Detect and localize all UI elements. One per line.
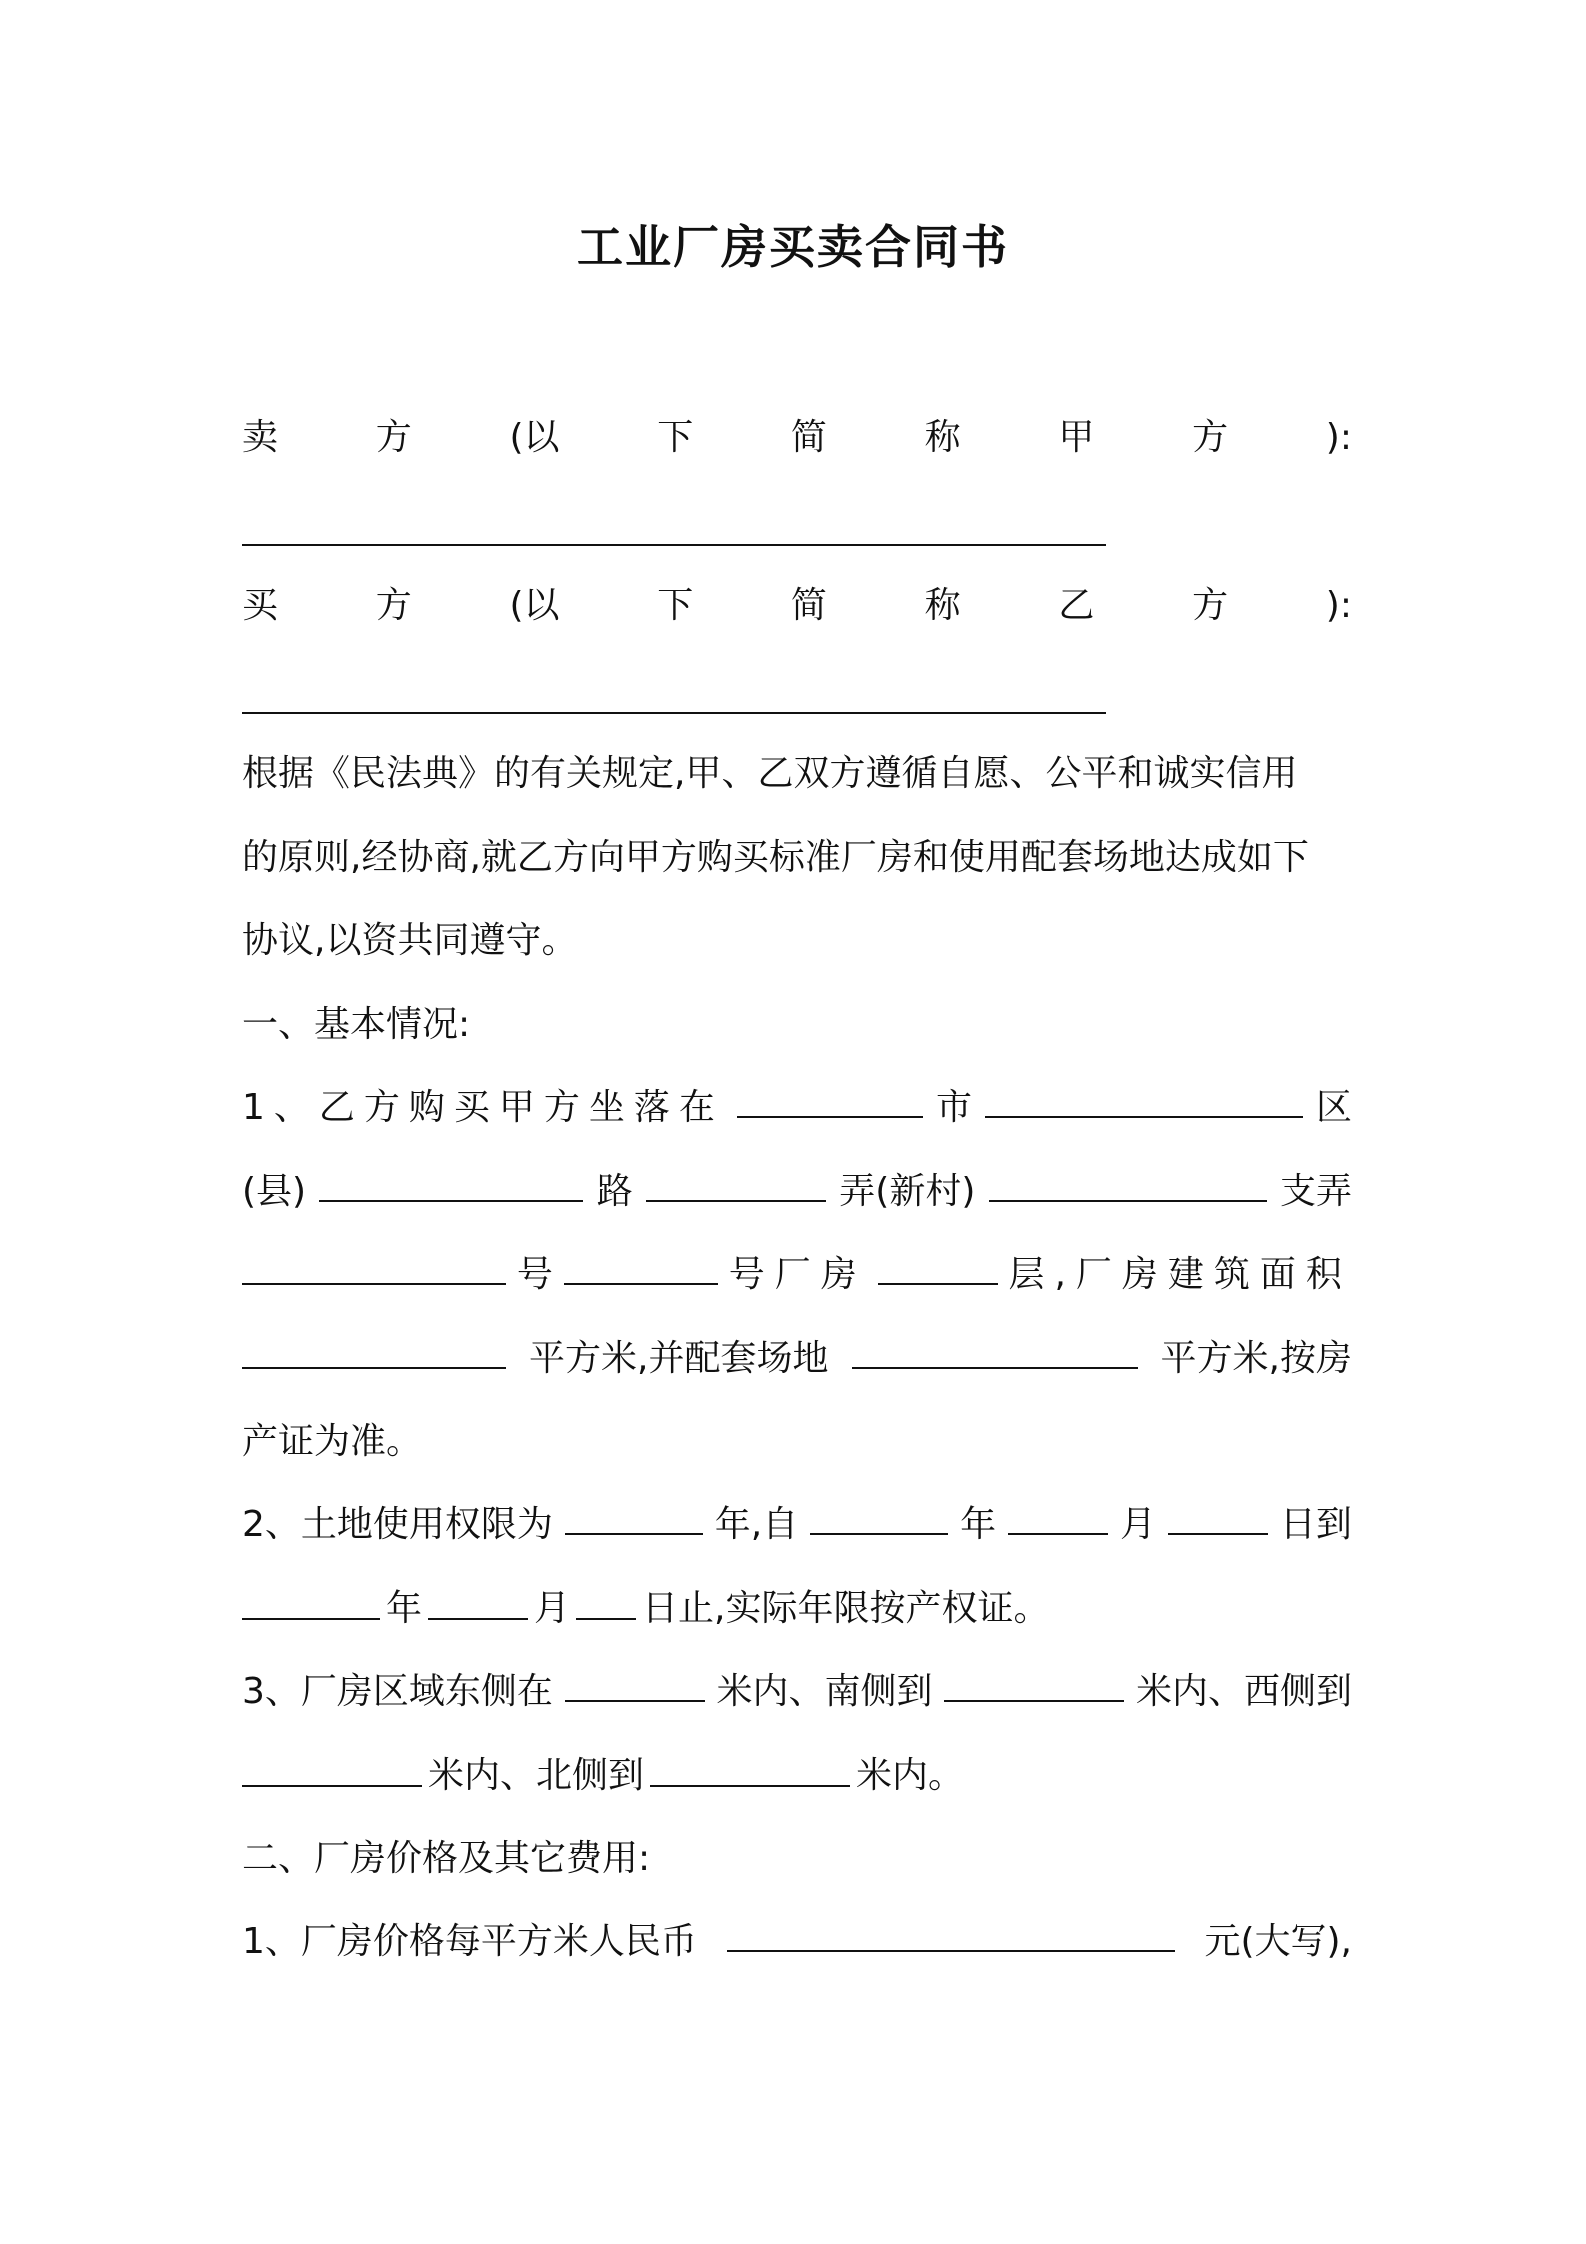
item-text: 号 — [516, 1254, 553, 1295]
item-text: 月 — [1120, 1504, 1157, 1545]
seller-line-char: 下 — [657, 417, 694, 458]
end-month-blank[interactable] — [428, 1582, 528, 1620]
seller-line-char: 卖 — [242, 417, 279, 458]
seller-line-char: 简 — [790, 417, 827, 458]
basic-item-3-line — [242, 1664, 1352, 1720]
item-text: 日到 — [1279, 1504, 1352, 1545]
item-text: 元(大写), — [1204, 1921, 1352, 1962]
item-text: 平方米,按房 — [1160, 1338, 1352, 1379]
basic-item-1-line — [242, 1331, 1352, 1387]
item-text: 年 — [960, 1504, 997, 1545]
buyer-name-blank[interactable] — [242, 712, 1106, 714]
item-text: 米内、西侧到 — [1135, 1671, 1352, 1712]
item-text: 米内、南侧到 — [716, 1671, 933, 1712]
basic-item-1-line — [242, 1164, 1352, 1220]
item-text: 1、厂房价格每平方米人民币 — [242, 1921, 697, 1962]
basic-item-1-line — [242, 1247, 1352, 1303]
price-item-1-line — [242, 1914, 1352, 1970]
south-blank[interactable] — [944, 1664, 1124, 1702]
site-area-blank[interactable] — [852, 1331, 1138, 1369]
buyer-line-char: 简 — [790, 585, 827, 626]
buyer-line-char: 方 — [1192, 585, 1229, 626]
seller-line-char: 方 — [375, 417, 412, 458]
road-blank[interactable] — [646, 1164, 826, 1202]
buyer-line-char: ): — [1325, 585, 1352, 626]
buyer-line-char: 下 — [657, 585, 694, 626]
basic-item-1-line — [242, 1080, 1352, 1136]
item-text: 日止,实际年限按产权证。 — [642, 1588, 1050, 1629]
intro-line: 的原则,经协商,就乙方向甲方购买标准厂房和使用配套场地达成如下 — [242, 837, 1309, 878]
item-text: 弄(新村) — [839, 1171, 976, 1212]
section-heading: 一、基本情况: — [242, 1004, 471, 1045]
district-blank[interactable] — [985, 1080, 1303, 1118]
buyer-line — [242, 578, 1352, 634]
item-text: 号厂房 — [728, 1254, 867, 1295]
intro-line: 协议,以资共同遵守。 — [242, 920, 578, 961]
item-text: 年 — [386, 1588, 423, 1629]
county-blank[interactable] — [319, 1164, 583, 1202]
item-text: 月 — [534, 1588, 571, 1629]
east-blank[interactable] — [565, 1664, 705, 1702]
seller-line-char: ): — [1325, 417, 1352, 458]
seller-line-char: 称 — [924, 417, 961, 458]
item-text: 3、厂房区域东侧在 — [242, 1671, 553, 1712]
item-text: 区 — [1315, 1087, 1352, 1128]
item-text: 年,自 — [714, 1504, 799, 1545]
buyer-line-char: 称 — [924, 585, 961, 626]
seller-line-char: 方 — [1192, 417, 1229, 458]
item-text: (县) — [242, 1171, 307, 1212]
item-text: 2、土地使用权限为 — [242, 1504, 553, 1545]
end-year-blank[interactable] — [242, 1582, 380, 1620]
years-blank[interactable] — [565, 1497, 703, 1535]
seller-line-char: 甲 — [1058, 417, 1095, 458]
basic-item-2-line — [242, 1581, 1352, 1637]
buyer-line-char: 买 — [242, 585, 279, 626]
buyer-line-char: (以 — [509, 585, 560, 626]
end-day-blank[interactable] — [576, 1582, 636, 1620]
buyer-line-char: 方 — [375, 585, 412, 626]
start-month-blank[interactable] — [1008, 1497, 1108, 1535]
document-title: 工业厂房买卖合同书 — [577, 220, 1009, 274]
item-text: 路 — [596, 1171, 633, 1212]
buyer-line-char: 乙 — [1058, 585, 1095, 626]
north-blank[interactable] — [650, 1749, 850, 1787]
west-blank[interactable] — [242, 1749, 422, 1787]
seller-name-blank[interactable] — [242, 544, 1106, 546]
intro-line: 根据《民法典》的有关规定,甲、乙双方遵循自愿、公平和诚实信用 — [242, 753, 1298, 794]
item-text: 层,厂房建筑面积 — [1008, 1254, 1352, 1295]
factory-number-blank[interactable] — [564, 1247, 718, 1285]
seller-line-char: (以 — [509, 417, 560, 458]
floor-blank[interactable] — [878, 1247, 998, 1285]
number-blank[interactable] — [242, 1247, 506, 1285]
seller-line — [242, 410, 1352, 466]
section-heading: 二、厂房价格及其它费用: — [242, 1838, 651, 1879]
item-text: 市 — [935, 1087, 972, 1128]
item-text: 平方米,并配套场地 — [529, 1338, 829, 1379]
start-year-blank[interactable] — [810, 1497, 948, 1535]
building-area-blank[interactable] — [242, 1331, 506, 1369]
basic-item-3-line — [242, 1748, 1352, 1804]
start-day-blank[interactable] — [1168, 1497, 1268, 1535]
item-text: 1、乙方购买甲方坐落在 — [242, 1087, 724, 1128]
city-blank[interactable] — [737, 1080, 923, 1118]
price-blank[interactable] — [727, 1914, 1175, 1952]
basic-item-2-line — [242, 1497, 1352, 1553]
item-text: 米内。 — [856, 1755, 965, 1796]
basic-item-1-line: 产证为准。 — [242, 1421, 423, 1462]
lane-blank[interactable] — [989, 1164, 1267, 1202]
item-text: 米内、北侧到 — [428, 1755, 645, 1796]
item-text: 支弄 — [1279, 1171, 1352, 1212]
